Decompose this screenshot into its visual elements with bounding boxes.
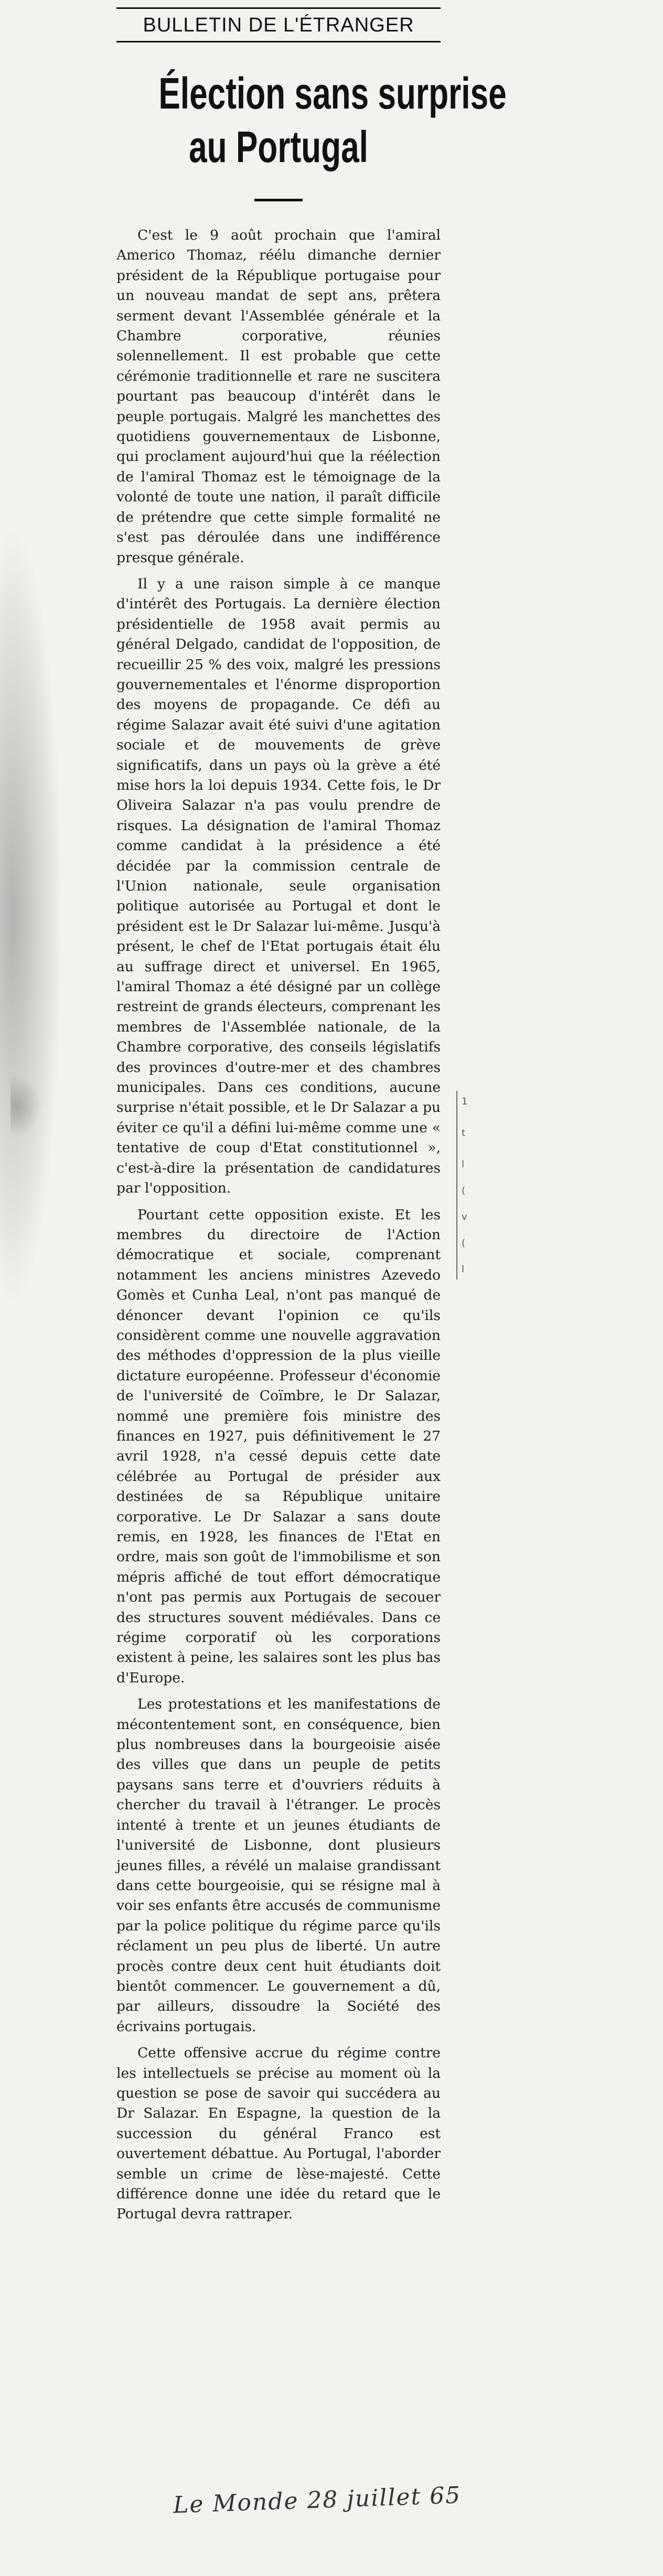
article-paragraph: Pourtant cette opposition existe. Et les membres du directoire de l'Action démocratique et sociale, comprenant notamment les anciens ministres Azevedo Gomès et Cunha Leal, n'ont pas manqué de dénoncer devant l'opinion ce qu'ils considèrent comme une nouvelle aggravation des méthodes d'oppression de la plus vieille dictature européenne. Professeur d'économie de l'université de Coïmbre, le Dr Salazar, nommé une première fois ministre des finances en 1927, puis définitivement le 27 avril 1928, n'a cessé depuis cette date célébrée au Portugal de présider aux destinées de sa République unitaire corporative. Le Dr Salazar a sans doute remis, en 1928, les finances de l'Etat en ordre, mais son goût de l'immobilisme et son mépris affiché de tout effort démocratique n'ont pas permis aux Portugais de secouer des structures souvent médiévales. Dans ce régime corporatif où les corporations existent à peine, les salaires sont les plus bas d'Europe. bbox=[116, 1206, 441, 1686]
scan-shadow bbox=[0, 524, 63, 1311]
adjacent-column-mark: ( bbox=[462, 1185, 466, 1196]
article-paragraph: C'est le 9 août prochain que l'amiral Americo Thomaz, réélu dimanche dernier président de la République portugaise pour un nouveau mandat de sept ans, prêtera serment devant l'Assemblée générale et la Chambre corporative, réunies solennellement. Il est probable que cette cérémonie traditionnelle et rare ne suscitera pourtant pas beaucoup d'intérêt dans le peuple portugais. Malgré les manchettes des quotidiens gouvernementaux de Lisbonne, qui proclament aujourd'hui que la réélection de l'amiral Thomaz est le témoignage de la volonté de toute une nation, il paraît difficile de prétendre que cette simple formalité ne s'est pas déroulée dans une indifférence presque générale. bbox=[116, 227, 441, 566]
section-header: BULLETIN DE L'ÉTRANGER bbox=[116, 7, 441, 42]
article-paragraph: Les protestations et les manifestations de mécontentement sont, en conséquence, bien plus nombreuses dans la bourgeoisie aisée des villes que dans un peuple de petits paysans sans terre et d'ouvriers réduits à chercher du travail à l'étranger. Le procès intenté à trente et un jeunes étudiants de l'université de Lisbonne, dont plusieurs jeunes filles, a révélé un malaise grandissant dans cette bourgeoisie, qui se résigne mal à voir ses enfants être accusés de communisme par la police politique du régime parce qu'ils réclament un peu plus de liberté. Un autre procès contre deux cent huit étudiants doit bientôt commencer. Le gouvernement a dû, par ailleurs, dissoudre la Société des écrivains portugais. bbox=[116, 1696, 441, 2035]
headline bbox=[158, 67, 507, 174]
adjacent-column-mark: v bbox=[462, 1211, 467, 1222]
adjacent-column-mark: t bbox=[462, 1128, 466, 1139]
handwritten-source-note: Le Monde 28 juillet 65 bbox=[173, 2482, 462, 2519]
article-paragraph: Il y a une raison simple à ce manque d'intérêt des Portugais. La dernière élection présidentielle de 1958 avait permis au général Delgado, candidat de l'opposition, de recueillir 25 % des voix, malgré les pressions gouvernementales et l'énorme disproportion des moyens de propagande. Ce défi au régime Salazar avait été suivi d'une agitation sociale et de mouvements de grève significatifs, dans un pays où la grève a été mise hors la loi depuis 1934. Cette fois, le Dr Oliveira Salazar n'a pas voulu prendre de risques. La désignation de l'amiral Thomaz comme candidat à la présidence a été décidée par la commission centrale de l'Union nationale, seule organisation politique autorisée au Portugal et dont le président est le Dr Salazar lui-même. Jusqu'à présent, le chef de l'Etat portugais était élu au suffrage direct et universel. En 1965, l'amiral Thomaz a été désigné par un collège restreint de grands électeurs, comprenant les membres de l'Assemblée nationale, de la Chambre corporative, des conseils législatifs des provinces d'outre-mer et des chambres municipales. Dans ces conditions, aucune surprise n'était possible, et le Dr Salazar a pu éviter ce qu'il a défini lui-même comme une « tentative de coup d'Etat constitutionnel », c'est-à-dire la présentation de candidatures par l'opposition. bbox=[116, 575, 441, 1197]
headline-line-1: Élection sans surprise bbox=[158, 69, 507, 118]
newspaper-clipping bbox=[116, 7, 507, 2231]
adjacent-column-rule bbox=[456, 1091, 457, 1280]
article-paragraph: Cette offensive accrue du régime contre les intellectuels se précise au moment où la question se pose de savoir qui succédera au Dr Salazar. En Espagne, la question de la succession du général Franco est ouvertement débattue. Au Portugal, l'aborder semble un crime de lèse-majesté. Cette différence donne une idée du retard que le Portugal devra rattraper. bbox=[116, 2045, 441, 2223]
article-body bbox=[116, 226, 441, 2225]
adjacent-column-mark: ( bbox=[462, 1238, 466, 1249]
scan-shadow-spot bbox=[10, 1075, 42, 1138]
headline-line-2: au Portugal bbox=[189, 122, 368, 171]
adjacent-column-mark: 1 bbox=[462, 1096, 468, 1107]
adjacent-column-mark: l bbox=[462, 1159, 465, 1170]
adjacent-column-mark: l bbox=[462, 1264, 465, 1275]
headline-divider bbox=[254, 199, 303, 201]
